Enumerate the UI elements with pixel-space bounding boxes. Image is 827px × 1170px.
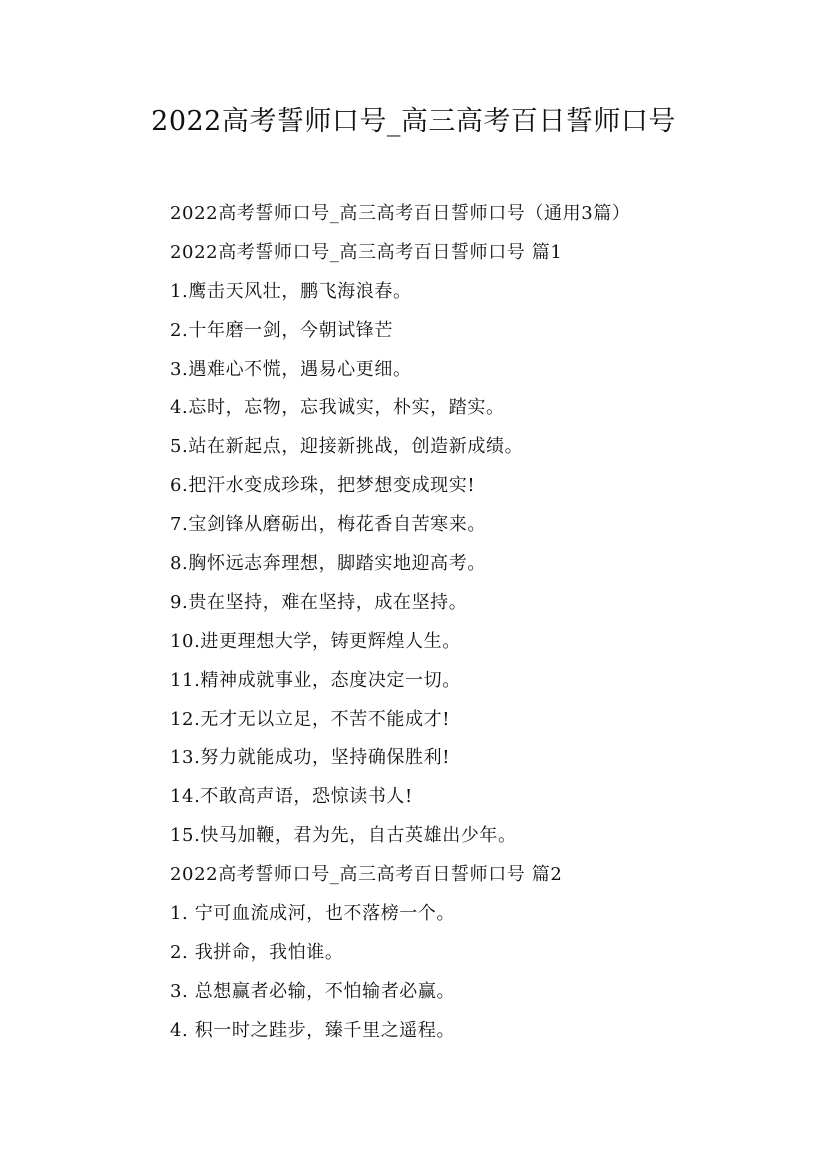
slogan-line: 6.把汗水变成珍珠，把梦想变成现实! xyxy=(170,475,476,497)
slogan-line: 13.努力就能成功，坚持确保胜利! xyxy=(170,747,451,769)
slogan-line: 4. 积一时之跬步，臻千里之遥程。 xyxy=(170,1019,456,1041)
slogan-line: 2.十年磨一剑，今朝试锋芒 xyxy=(170,319,393,341)
slogan-line: 3.遇难心不慌，遇易心更细。 xyxy=(170,358,412,380)
slogan-line: 15.快马加鞭，君为先，自古英雄出少年。 xyxy=(170,825,517,847)
slogan-line: 7.宝剑锋从磨砺出，梅花香自苦寒来。 xyxy=(170,514,486,536)
slogan-line: 12.无才无以立足，不苦不能成才! xyxy=(170,708,451,730)
slogan-line: 3. 总想赢者必输，不怕输者必赢。 xyxy=(170,980,456,1002)
slogan-line: 14.不敢高声语，恐惊读书人! xyxy=(170,786,413,808)
slogan-line: 8.胸怀远志奔理想，脚踏实地迎高考。 xyxy=(170,553,486,575)
document-body xyxy=(170,195,810,1051)
slogan-line: 2. 我拼命，我怕谁。 xyxy=(170,941,344,963)
document-title: 2022高考誓师口号_高三高考百日誓师口号 xyxy=(151,106,676,137)
slogan-line: 10.进更理想大学，铸更辉煌人生。 xyxy=(170,630,461,652)
slogan-line: 11.精神成就事业，态度决定一切。 xyxy=(170,669,461,691)
section-heading-1: 2022高考誓师口号_高三高考百日誓师口号 篇1 xyxy=(170,241,563,263)
slogan-line: 1.鹰击天风壮，鹏飞海浪春。 xyxy=(170,280,412,302)
section-heading-2: 2022高考誓师口号_高三高考百日誓师口号 篇2 xyxy=(170,864,563,886)
slogan-line: 5.站在新起点，迎接新挑战，创造新成绩。 xyxy=(170,436,524,458)
slogan-line: 1. 宁可血流成河，也不落榜一个。 xyxy=(170,903,456,925)
slogan-line: 4.忘时，忘物，忘我诚实，朴实，踏实。 xyxy=(170,397,505,419)
subtitle-line: 2022高考誓师口号_高三高考百日誓师口号（通用3篇） xyxy=(170,203,631,224)
slogan-line: 9.贵在坚持，难在坚持，成在坚持。 xyxy=(170,591,468,613)
